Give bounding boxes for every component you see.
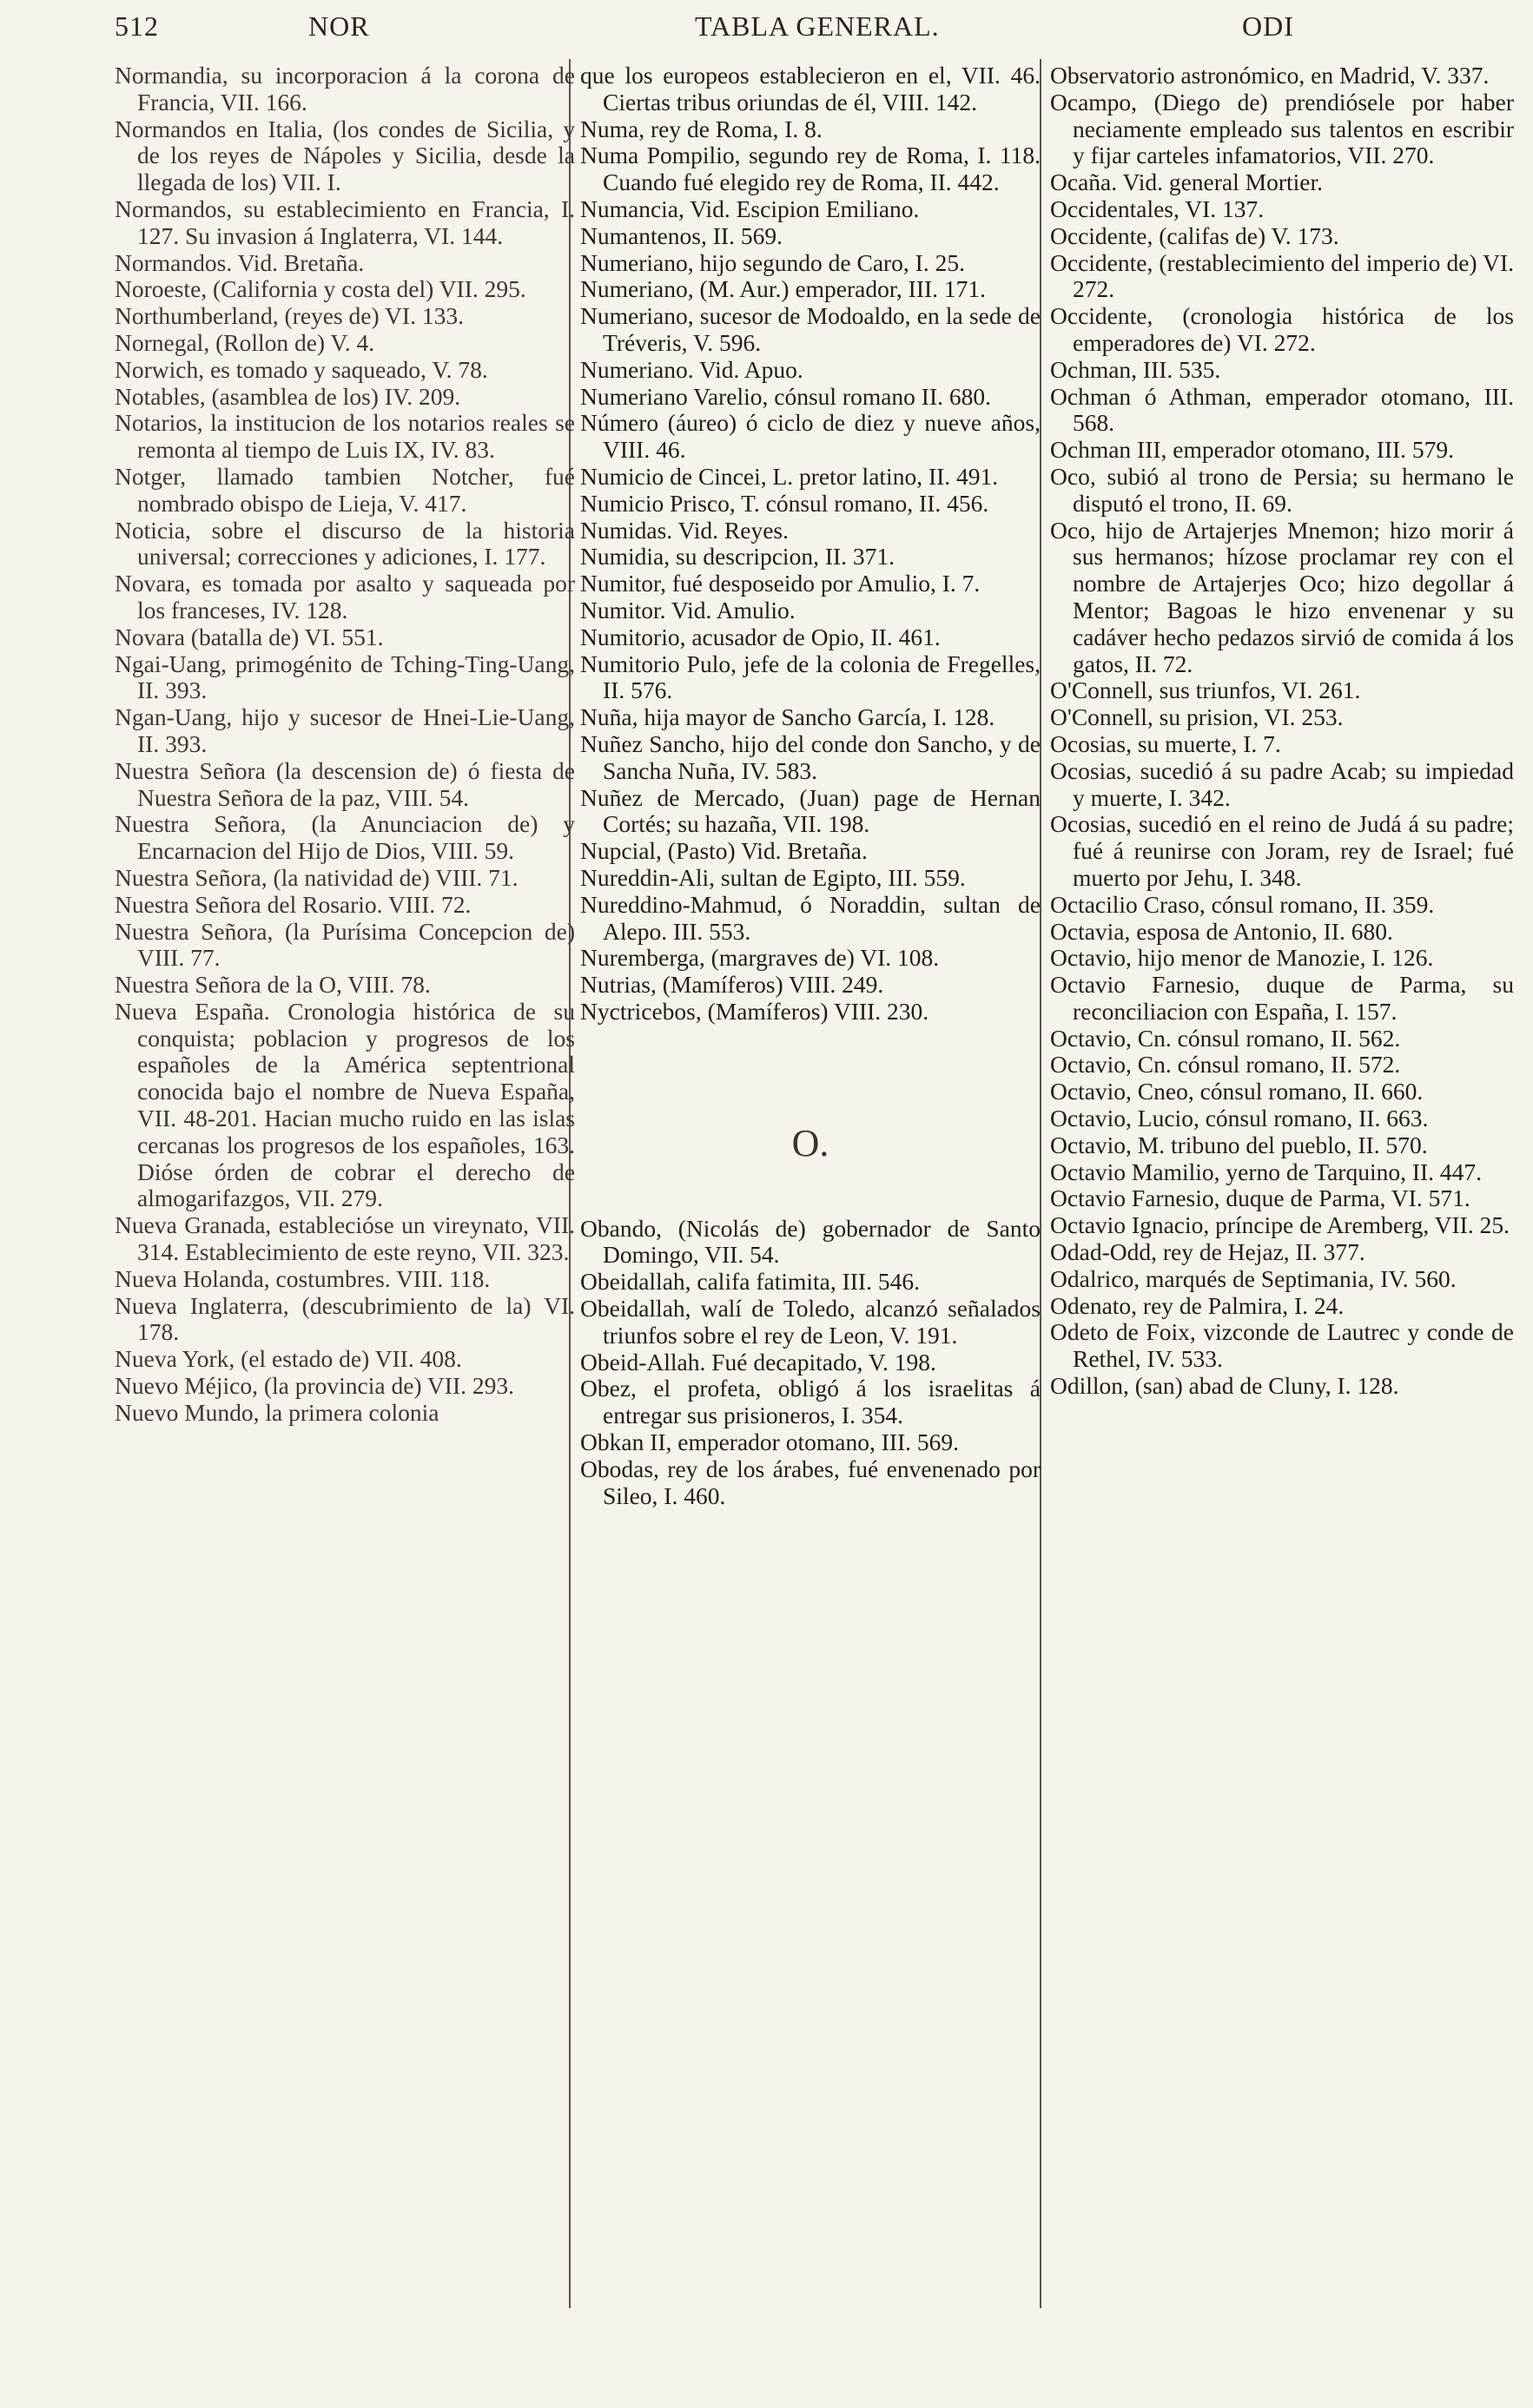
index-entry: Número (áureo) ó ciclo de diez y nueve años, VIII. 46. (580, 409, 1041, 464)
index-entry: Odad-Odd, rey de Hejaz, II. 377. (1050, 1238, 1365, 1266)
index-entry: Nureddino-Mahmud, ó Noraddin, sultan de Alepo. III. 553. (580, 890, 1041, 945)
index-entry: Nuestra Señora del Rosario. VIII. 72. (115, 890, 472, 918)
index-entry: Numeriano, (M. Aur.) emperador, III. 171. (580, 275, 987, 303)
index-entry: Oco, hijo de Artajerjes Mnemon; hizo morir á sus hermanos; hízose proclamar rey con el nombre de Artajerjes Oco; hizo degollar á Mentor; Bagoas le hizo envenenar y su cadáver hecho pedazos sirvió de comida á los gatos, II. 72. (1050, 516, 1514, 677)
index-entry: Obeid-Allah. Fué decapitado, V. 198. (580, 1348, 936, 1376)
index-entry: Nueva Granada, establecióse un vireynato, VII. 314. Establecimiento de este reyno, VII. 323. (115, 1211, 575, 1266)
index-entry: Ngan-Uang, hijo y sucesor de Hnei-Lie-Uang, II. 393. (115, 703, 575, 757)
index-entry: Norwich, es tomado y saqueado, V. 78. (115, 355, 488, 383)
index-entry: Numicio Prisco, T. cónsul romano, II. 456. (580, 489, 989, 517)
index-entry: Nuñez de Mercado, (Juan) page de Hernan Cortés; su hazaña, VII. 198. (580, 783, 1041, 838)
index-entry: Nuestra Señora, (la Purísima Concepcion de) VIII. 77. (115, 917, 575, 972)
index-entry: Nueva España. Cronologia histórica de su conquista; poblacion y progresos de los españoles de la América septentrional conocida bajo el nombre de Nueva España, VII. 48-201. Hacian mucho ruido en las islas cercanas los progresos de los españoles, 163. Dióse órden de cobrar el derecho de almogarifazgos, VII. 279. (115, 997, 575, 1212)
index-entry: Normandos. Vid. Bretaña. (115, 248, 365, 276)
index-entry: Octavio, Lucio, cónsul romano, II. 663. (1050, 1105, 1429, 1132)
index-entry: Numidia, su descripcion, II. 371. (580, 543, 895, 571)
index-entry: Numitor, fué desposeido por Amulio, I. 7. (580, 570, 981, 597)
index-entry: Ochman III, emperador otomano, III. 579. (1050, 436, 1455, 464)
index-entry: Octavio Mamilio, yerno de Tarquino, II. 447. (1050, 1158, 1483, 1185)
index-entry: Normandia, su incorporacion á la corona de Francia, VII. 166. (115, 62, 575, 115)
index-entry: Ocosias, sucedió á su padre Acab; su impiedad y muerte, I. 342. (1050, 756, 1514, 811)
index-entry: Octavio Farnesio, duque de Parma, su reconciliacion con España, I. 157. (1050, 971, 1514, 1025)
index-entry: Observatorio astronómico, en Madrid, V. 337. (1050, 62, 1490, 89)
index-entry: Novara, es tomada por asalto y saqueada por los franceses, IV. 128. (115, 570, 575, 623)
index-entry: Octavia, esposa de Antonio, II. 680. (1050, 917, 1393, 945)
index-entry: Odalrico, marqués de Septimania, IV. 560. (1050, 1264, 1457, 1292)
index-entry: Numeriano Varelio, cónsul romano II. 680. (580, 382, 991, 410)
index-entry: Octavio, Cn. cónsul romano, II. 562. (1050, 1024, 1401, 1052)
index-entry: Octavio Ignacio, príncipe de Aremberg, VII. 25. (1050, 1211, 1510, 1239)
index-entry: Nupcial, (Pasto) Vid. Bretaña. (580, 837, 868, 865)
index-entry: Ocosias, sucedió en el reino de Judá á su padre; fué á reunirse con Joram, rey de Israel; fué muerto por Jehu, I. 348. (1050, 810, 1514, 891)
running-head-left: NOR (308, 10, 370, 42)
index-entry: Octavio, Cn. cónsul romano, II. 572. (1050, 1051, 1401, 1079)
index-entry: Odenato, rey de Palmira, I. 24. (1050, 1291, 1345, 1319)
index-entry: Nyctricebos, (Mamíferos) VIII. 230. (580, 997, 929, 1025)
index-entry: Numicio de Cincei, L. pretor latino, II. 491. (580, 462, 999, 490)
index-entry: Obkan II, emperador otomano, III. 569. (580, 1428, 960, 1456)
index-entry: Normandos, su establecimiento en Francia, I. 127. Su invasion á Inglaterra, VI. 144. (115, 195, 575, 249)
index-column-1 (115, 63, 575, 1427)
index-column-2 (580, 63, 1041, 1509)
index-entry: Nuestra Señora, (la natividad de) VIII. 71. (115, 863, 519, 891)
index-entry: Numitor. Vid. Amulio. (580, 596, 796, 623)
index-entry: Normandos en Italia, (los condes de Sicilia, y de los reyes de Nápoles y Sicilia, desde la llegada de los) VII. I. (115, 115, 575, 196)
index-entry: Nuestra Señora (la descension de) ó fiesta de Nuestra Señora de la paz, VIII. 54. (115, 756, 575, 811)
index-entry: Odeto de Foix, vizconde de Lautrec y conde de Rethel, IV. 533. (1050, 1318, 1514, 1373)
index-entry: Obando, (Nicolás de) gobernador de Santo Domingo, VII. 54. (580, 1214, 1041, 1269)
index-entry: Numantenos, II. 569. (580, 221, 783, 249)
index-entry: Numancia, Vid. Escipion Emiliano. (580, 195, 920, 222)
index-entry: Odillon, (san) abad de Cluny, I. 128. (1050, 1372, 1399, 1400)
index-entry: Octavio, hijo menor de Manozie, I. 126. (1050, 944, 1434, 972)
index-entry: Ocaña. Vid. general Mortier. (1050, 168, 1323, 196)
index-entry: Nuestra Señora de la O, VIII. 78. (115, 971, 431, 999)
index-entry: Nueva York, (el estado de) VII. 408. (115, 1345, 462, 1373)
index-entry: Occidentales, VI. 137. (1050, 195, 1265, 222)
running-head-right: ODI (1242, 10, 1294, 42)
index-entry: Numeriano, sucesor de Modoaldo, en la sede de Tréveris, V. 596. (580, 302, 1041, 356)
index-entry: Numitorio, acusador de Opio, II. 461. (580, 623, 941, 650)
index-entry: Notger, llamado tambien Notcher, fué nombrado obispo de Lieja, V. 417. (115, 462, 575, 517)
index-entry: Ngai-Uang, primogénito de Tching-Ting-Uang, II. 393. (115, 650, 575, 704)
index-entry: Northumberland, (reyes de) VI. 133. (115, 302, 464, 330)
index-entry: Occidente, (cronologia histórica de los emperadores de) VI. 272. (1050, 302, 1514, 356)
index-entry: Nuña, hija mayor de Sancho García, I. 128. (580, 703, 995, 731)
index-entry: Octavio, M. tribuno del pueblo, II. 570. (1050, 1131, 1428, 1158)
index-column-3 (1050, 63, 1514, 1400)
index-entry: Nuevo Méjico, (la provincia de) VII. 293. (115, 1372, 514, 1400)
index-entry: Nuremberga, (margraves de) VI. 108. (580, 944, 940, 972)
index-entry: Octavio Farnesio, duque de Parma, VI. 571. (1050, 1184, 1470, 1212)
index-entry: Numa, rey de Roma, I. 8. (580, 115, 823, 142)
index-entry: Nuñez Sancho, hijo del conde don Sancho, y de Sancha Nuña, IV. 583. (580, 729, 1041, 784)
index-entry: Nuestra Señora, (la Anunciacion de) y Encarnacion del Hijo de Dios, VIII. 59. (115, 810, 575, 865)
index-entry: Numidas. Vid. Reyes. (580, 516, 789, 544)
index-entry: Numa Pompilio, segundo rey de Roma, I. 118. Cuando fué elegido rey de Roma, II. 442. (580, 142, 1041, 196)
index-entry: Obodas, rey de los árabes, fué envenenado por Sileo, I. 460. (580, 1455, 1041, 1509)
index-entry: Notables, (asamblea de los) IV. 209. (115, 382, 461, 410)
running-head-title: TABLA GENERAL. (695, 10, 940, 42)
index-entry: Nornegal, (Rollon de) V. 4. (115, 328, 375, 356)
index-entry: Nueva Inglaterra, (descubrimiento de la) VI. 178. (115, 1291, 575, 1346)
index-entry: Notarios, la institucion de los notarios reales se remonta al tiempo de Luis IX, IV. 83. (115, 409, 575, 464)
index-entry: Numeriano, hijo segundo de Caro, I. 25. (580, 248, 965, 276)
index-entry: Ochman, III. 535. (1050, 355, 1221, 383)
index-entry: O'Connell, sus triunfos, VI. 261. (1050, 676, 1361, 704)
index-entry: Ocampo, (Diego de) prendiósele por haber neciamente empleado sus talentos en escribir y fijar carteles infamatorios, VII. 270. (1050, 88, 1514, 169)
index-entry: Ochman ó Athman, emperador otomano, III. 568. (1050, 382, 1514, 437)
page-number: 512 (115, 10, 159, 42)
index-entry: Noticia, sobre el discurso de la historia universal; correcciones y adiciones, I. 177. (115, 516, 575, 571)
index-entry: Occidente, (califas de) V. 173. (1050, 221, 1339, 249)
index-entry: Oco, subió al trono de Persia; su hermano le disputó el trono, II. 69. (1050, 462, 1514, 517)
index-entry: Occidente, (restablecimiento del imperio de) VI. 272. (1050, 248, 1514, 303)
index-entry: Obeidallah, califa fatimita, III. 546. (580, 1268, 920, 1296)
index-entry: Obez, el profeta, obligó á los israelitas á entregar sus prisioneros, I. 354. (580, 1375, 1041, 1429)
index-entry: Nureddin-Ali, sultan de Egipto, III. 559. (580, 863, 966, 891)
index-entry: Nutrias, (Mamíferos) VIII. 249. (580, 971, 884, 999)
index-entry: Octacilio Craso, cónsul romano, II. 359. (1050, 890, 1435, 918)
section-letter-o: O. (791, 1121, 829, 1164)
index-entry: Nueva Holanda, costumbres. VIII. 118. (115, 1264, 491, 1292)
index-entry: Numitorio Pulo, jefe de la colonia de Fregelles, II. 576. (580, 650, 1041, 704)
index-entry: Ocosias, su muerte, I. 7. (1050, 729, 1281, 757)
index-entry: Nuevo Mundo, la primera colonia (115, 1398, 439, 1426)
index-entry: Obeidallah, walí de Toledo, alcanzó señalados triunfos sobre el rey de Leon, V. 191. (580, 1295, 1041, 1349)
index-entry: que los europeos establecieron en el, VII. 46. Ciertas tribus oriundas de él, VIII. 142. (580, 62, 1041, 115)
index-entry: Octavio, Cneo, cónsul romano, II. 660. (1050, 1078, 1424, 1105)
index-entry: Novara (batalla de) VI. 551. (115, 623, 384, 650)
index-entry: O'Connell, su prision, VI. 253. (1050, 703, 1344, 731)
index-entry: Numeriano. Vid. Apuo. (580, 355, 803, 383)
index-entry: Noroeste, (California y costa del) VII. 295. (115, 275, 526, 303)
